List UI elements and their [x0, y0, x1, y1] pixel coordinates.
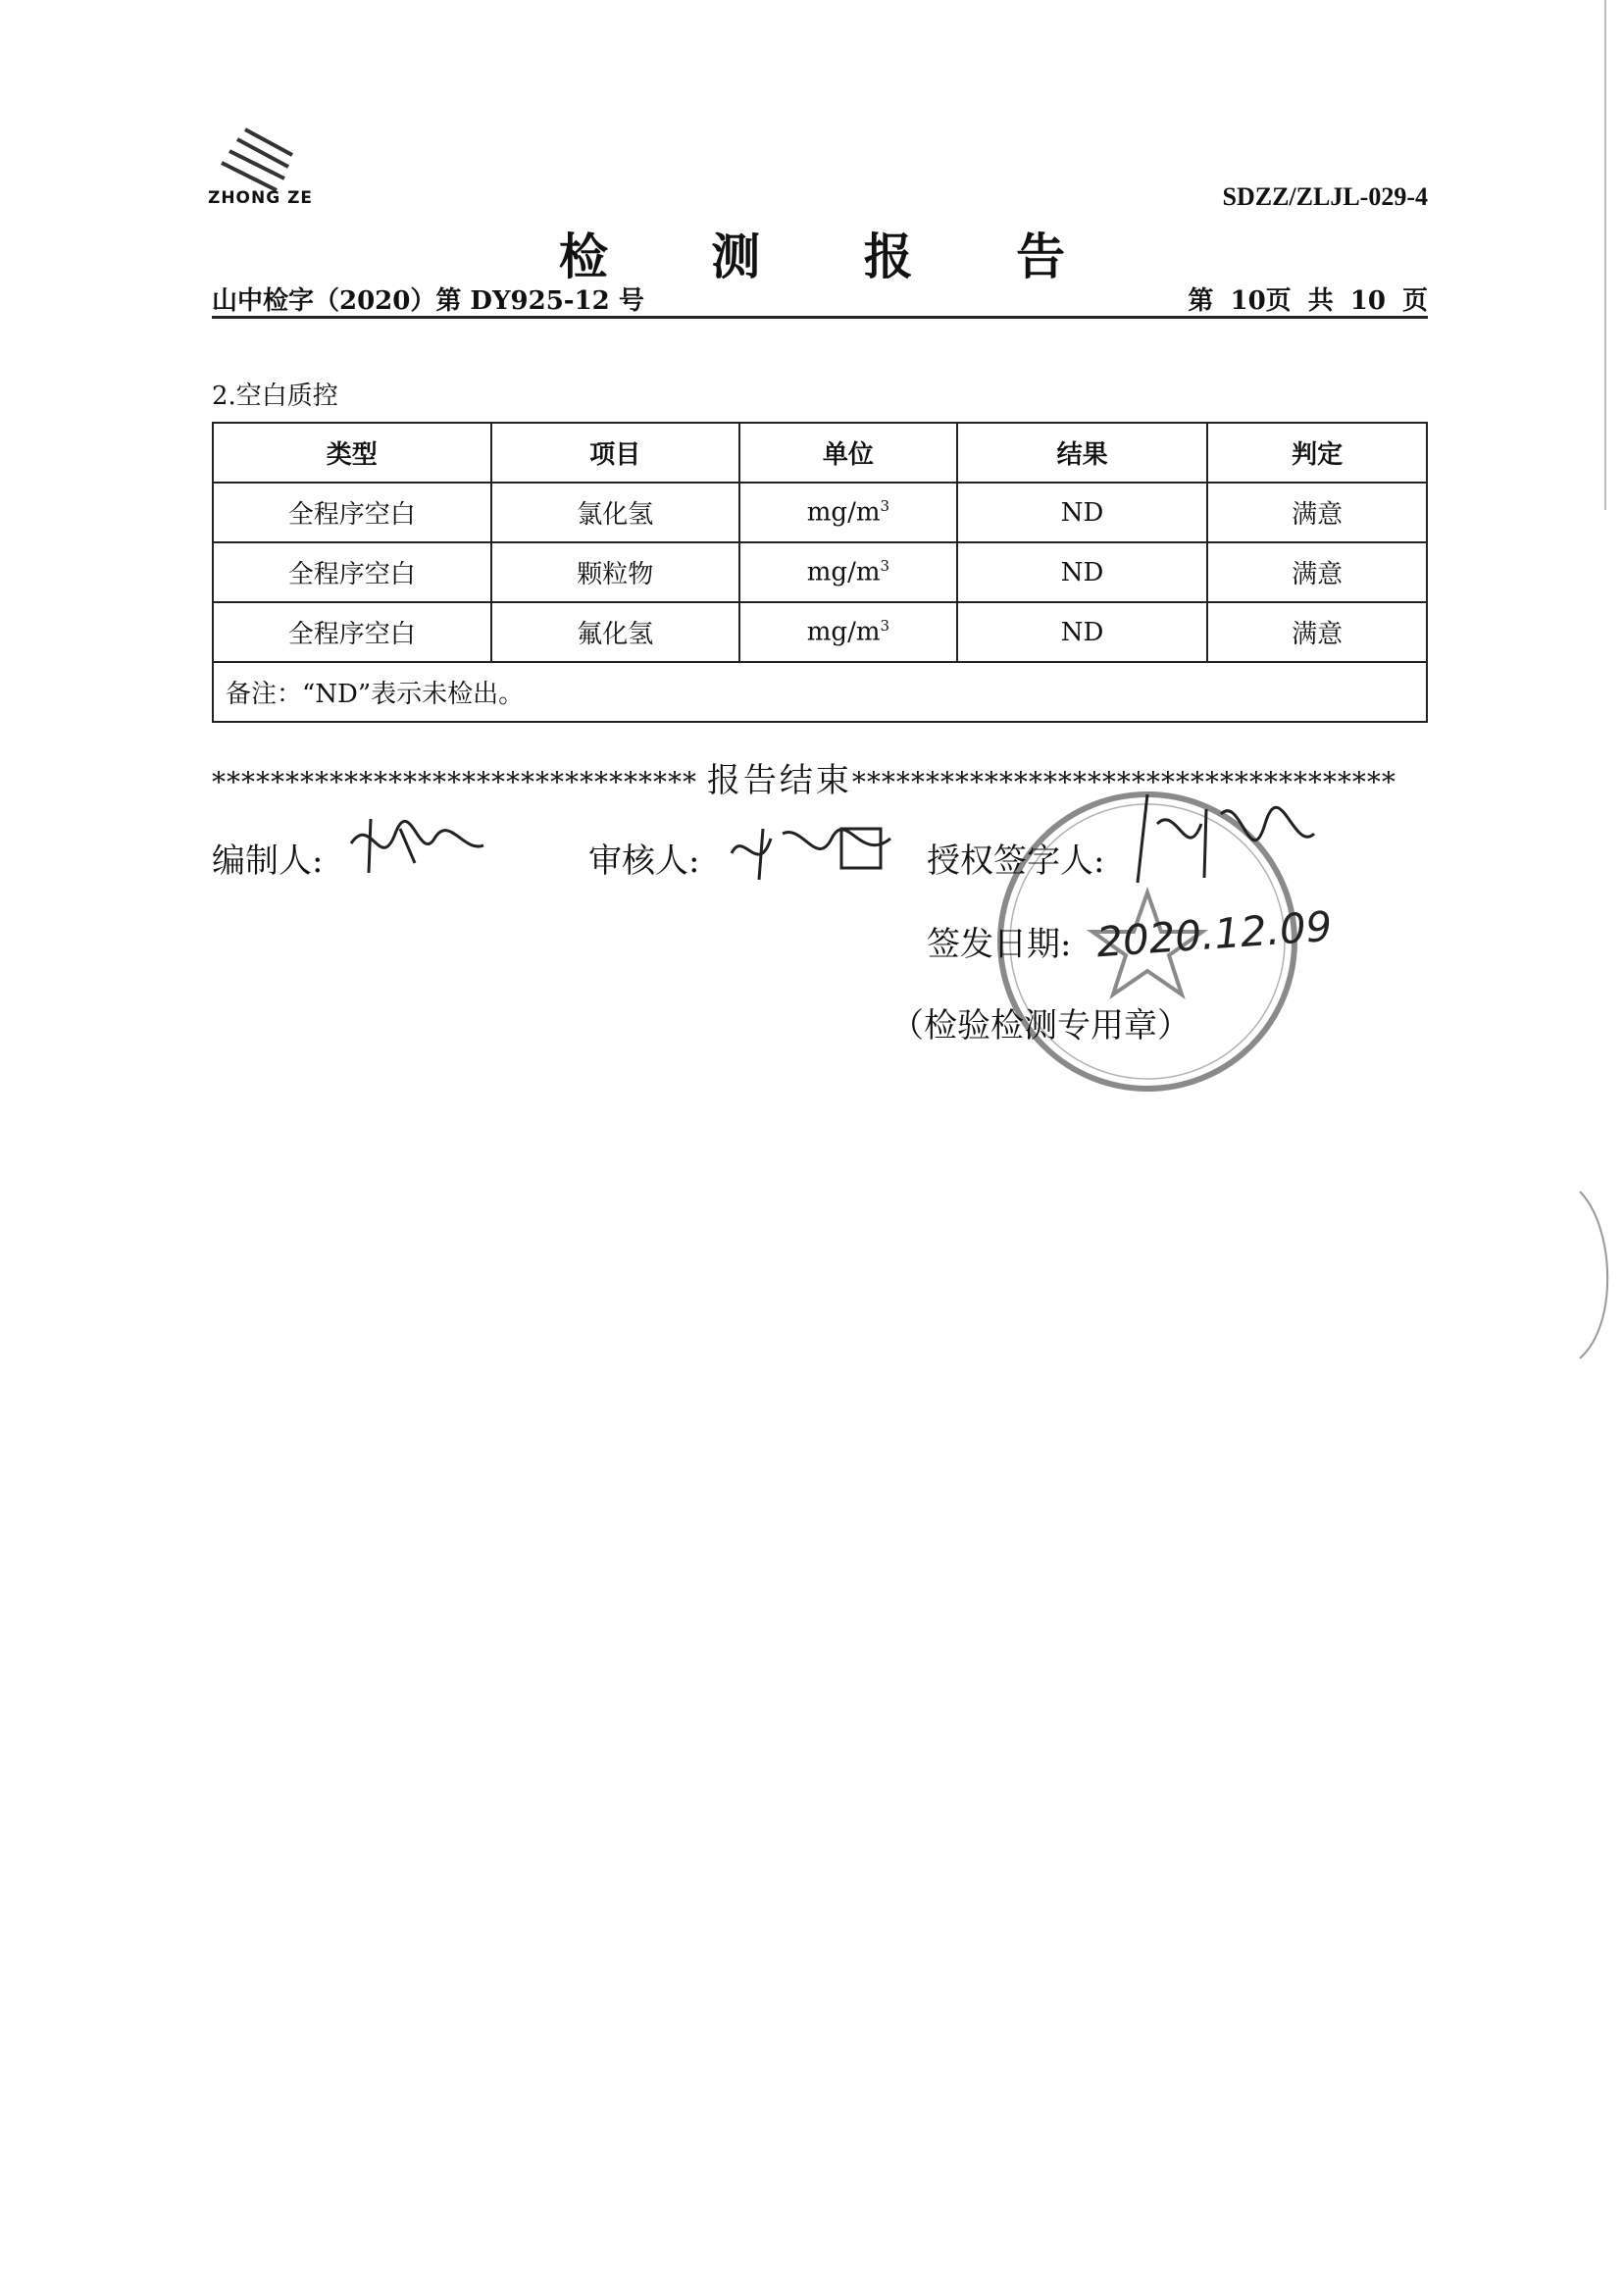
header-divider: [212, 316, 1428, 319]
table-note: 备注：“ND”表示未检出。: [213, 662, 1427, 722]
cell-item: 氯化氢: [491, 483, 740, 542]
table-row: [213, 602, 1427, 662]
cell-item: 氟化氢: [491, 602, 740, 662]
authorizer-signature-icon: [1128, 785, 1324, 892]
blank-qc-table: [212, 422, 1428, 723]
header-unit: 单位: [739, 423, 957, 483]
section-title: 2.空白质控: [212, 382, 338, 411]
cell-unit: $mg/m^3$: [739, 483, 957, 542]
cell-result: ND: [957, 483, 1208, 542]
cell-result: ND: [957, 542, 1208, 602]
table-row: [213, 483, 1427, 542]
cell-result: ND: [957, 602, 1208, 662]
cell-type: 全程序空白: [213, 483, 491, 542]
table-row: [213, 542, 1427, 602]
page-number: 第 10页 共 10 页: [1188, 286, 1428, 316]
cell-judgement: 满意: [1207, 483, 1427, 542]
header-item: 项目: [491, 423, 740, 483]
authorizer-label: 授权签字人:: [927, 841, 1105, 881]
table-header-row: [213, 423, 1427, 483]
compiler-label: 编制人:: [212, 841, 324, 881]
cell-judgement: 满意: [1207, 602, 1427, 662]
header-type: 类型: [213, 423, 491, 483]
page-title: 检 测 报 告: [558, 228, 1109, 285]
scan-edge-line: [1604, 0, 1606, 510]
logo-text: ZHONG ZE: [208, 188, 314, 208]
header-result: 结果: [957, 423, 1208, 483]
cell-judgement: 满意: [1207, 542, 1427, 602]
cell-unit: $mg/m^3$: [739, 602, 957, 662]
report-end-text: 报告结束: [706, 761, 852, 800]
compiler-signature-icon: [341, 804, 488, 883]
scan-edge-curve-icon: [1575, 1187, 1624, 1363]
issue-date-label: 签发日期:: [927, 925, 1072, 964]
report-end-marker: ********************************* 报告结束*************************************: [212, 761, 1396, 800]
cell-type: 全程序空白: [213, 602, 491, 662]
seal-caption: （检验检测专用章）: [890, 1006, 1191, 1045]
table-note-row: [213, 662, 1427, 722]
header-judgement: 判定: [1207, 423, 1427, 483]
report-reference-number: 山中检字（2020）第 DY925-12 号: [212, 286, 644, 316]
issue-date-handwritten: 2020.12.09: [1094, 901, 1334, 967]
cell-unit: $mg/m^3$: [739, 542, 957, 602]
cell-item: 颗粒物: [491, 542, 740, 602]
reviewer-signature-icon: [724, 809, 900, 888]
cell-type: 全程序空白: [213, 542, 491, 602]
reviewer-label: 审核人:: [588, 841, 700, 881]
document-code: SDZZ/ZLJL-029-4: [1222, 182, 1428, 211]
